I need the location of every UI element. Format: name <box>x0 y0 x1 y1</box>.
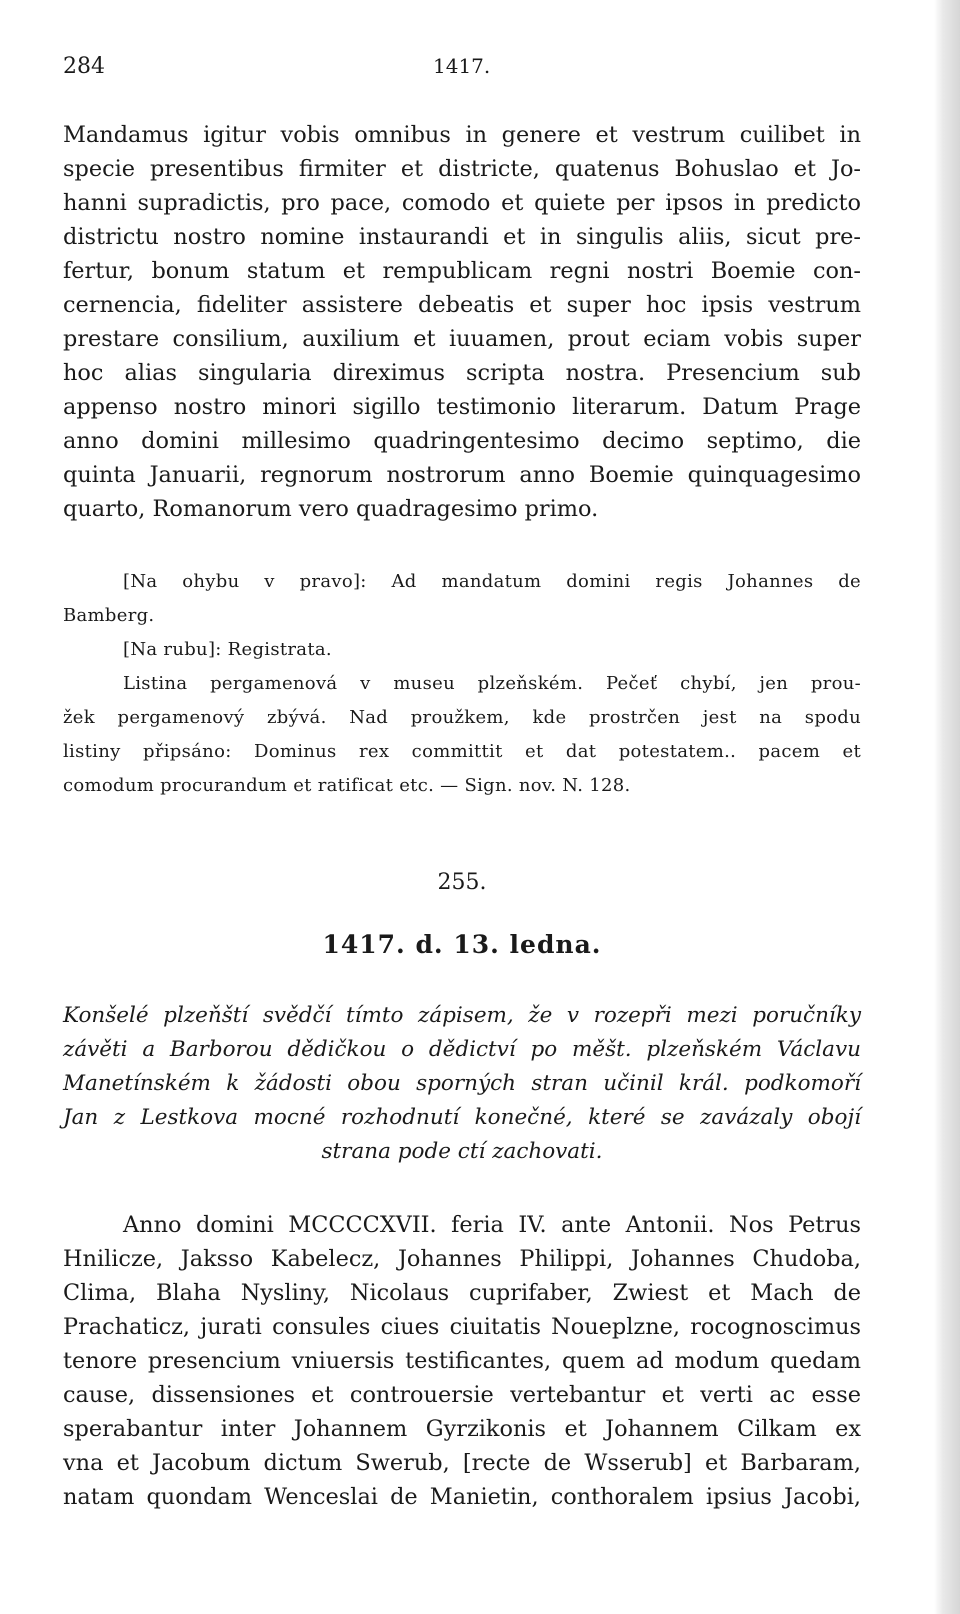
page-number: 284 <box>63 54 105 79</box>
summary-line: strana pode ctí zachovati. <box>321 1139 603 1164</box>
note-line: [Na rubu]: Registrata. <box>123 639 332 660</box>
page-header <box>63 54 863 94</box>
note-line: [Na ohybu v pravo]: Ad mandatum domini regis Johannes de <box>123 571 861 592</box>
body-line: Anno domini MCCCCXVII. feria IV. ante Antonii. Nos Petrus <box>123 1212 861 1238</box>
summary-line: Manetínském k žádosti obou sporných stran učinil král. podkomoří <box>63 1071 861 1096</box>
body-line: cause, dissensiones et controuersie vertebantur et verti ac esse <box>63 1382 861 1408</box>
body-line: vna et Jacobum dictum Swerub, [recte de Wsserub] et Barbaram, <box>63 1450 861 1476</box>
note-line: žek pergamenový zbývá. Nad proužkem, kde prostrčen jest na spodu <box>63 707 861 728</box>
document-date: 1417. d. 13. ledna. <box>322 930 602 959</box>
body-line: Hnilicze, Jaksso Kabelecz, Johannes Philippi, Johannes Chudoba, <box>63 1246 861 1272</box>
document-number: 255. <box>437 870 487 895</box>
summary-line: Jan z Lestkova mocné rozhodnutí konečné, které se zavázaly obojí <box>63 1105 861 1130</box>
body-line: Prachaticz, jurati consules ciues ciuitatis Noueplzne, rocognoscimus <box>63 1314 861 1340</box>
paragraph-line: districtu nostro nomine instaurandi et in singulis aliis, sicut pre- <box>63 224 861 250</box>
summary-line: Konšelé plzeňští svědčí tímto zápisem, že v rozepři mezi poručníky <box>63 1003 861 1028</box>
note-line: comodum procurandum et ratificat etc. — Sign. nov. N. 128. <box>63 775 631 796</box>
note-line: listiny připsáno: Dominus rex committit et dat potestatem.. pacem et <box>63 741 861 762</box>
paragraph-line: fertur, bonum statum et rempublicam regni nostri Boemie con- <box>63 258 861 284</box>
body-line: Clima, Blaha Nysliny, Nicolaus cuprifaber, Zwiest et Mach de <box>63 1280 861 1306</box>
paragraph-line: Mandamus igitur vobis omnibus in genere et vestrum cuilibet in <box>63 122 861 148</box>
summary-line: závěti a Barborou dědičkou o dědictví po měšt. plzeňském Václavu <box>63 1037 861 1062</box>
paragraph-line: appenso nostro minori sigillo testimonio literarum. Datum Prage <box>63 394 861 420</box>
body-line: natam quondam Wenceslai de Manietin, conthoralem ipsius Jacobi, <box>63 1484 861 1510</box>
paragraph-line: cernencia, fideliter assistere debeatis et super hoc ipsis vestrum <box>63 292 861 318</box>
paragraph-line: specie presentibus firmiter et districte, quatenus Bohuslao et Jo- <box>63 156 861 182</box>
note-line: Bamberg. <box>63 605 155 626</box>
body-line: sperabantur inter Johannem Gyrzikonis et Johannem Cilkam ex <box>63 1416 861 1442</box>
paragraph-line: anno domini millesimo quadringentesimo decimo septimo, die <box>63 428 861 454</box>
paragraph-line: hanni supradictis, pro pace, comodo et quiete per ipsos in predicto <box>63 190 861 216</box>
page-edge-shadow <box>934 0 960 1614</box>
paragraph-line: quarto, Romanorum vero quadragesimo primo. <box>63 496 599 522</box>
paragraph-line: prestare consilium, auxilium et iuuamen, prout eciam vobis super <box>63 326 861 352</box>
body-line: tenore presencium vniuersis testificantes, quem ad modum quedam <box>63 1348 861 1374</box>
paragraph-line: quinta Januarii, regnorum nostrorum anno Boemie quinquagesimo <box>63 462 861 488</box>
note-line: Listina pergamenová v museu plzeňském. Pečeť chybí, jen prou- <box>123 673 861 694</box>
paragraph-line: hoc alias singularia direximus scripta nostra. Presencium sub <box>63 360 861 386</box>
running-head: 1417. <box>433 54 491 78</box>
